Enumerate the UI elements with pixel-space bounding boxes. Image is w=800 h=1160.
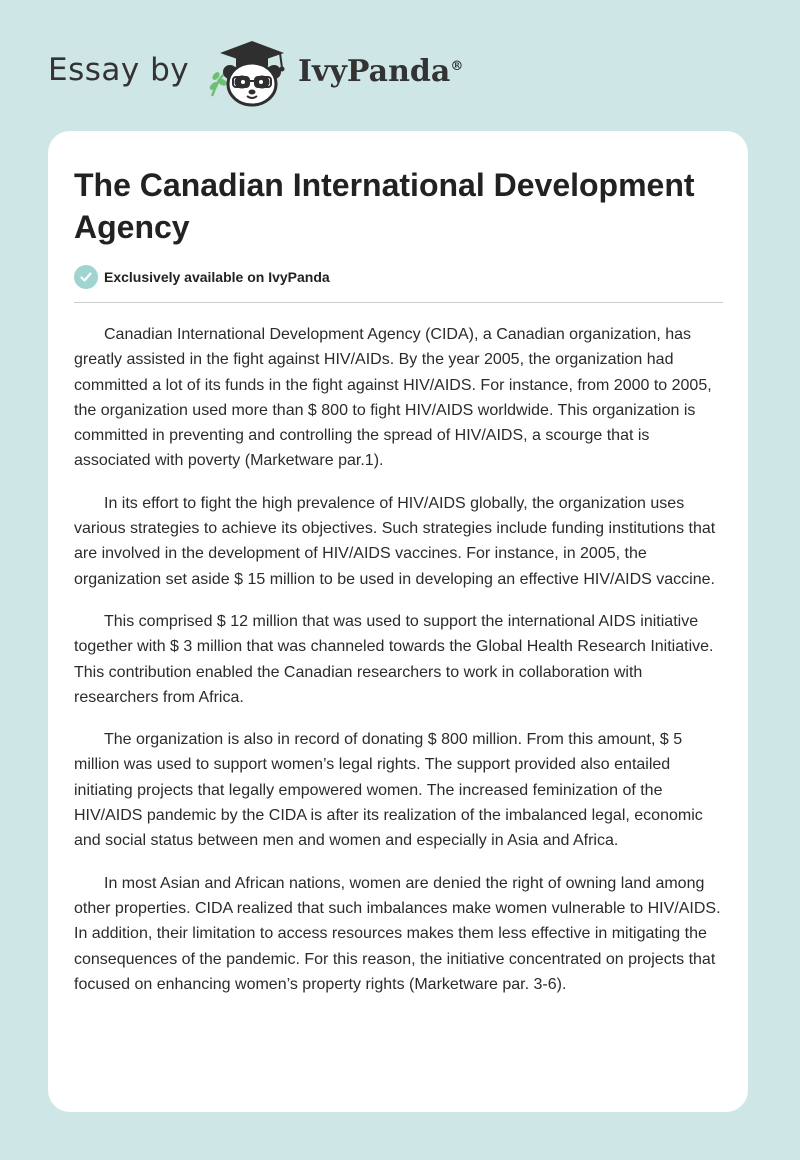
paragraph-4: The organization is also in record of donating $ 800 million. From this amount, $ 5 million was used to support women’s legal rights. The support provided also entailed initiating projects that legally empowered women. The increased feminization of the HIV/AIDS pandemic by the CIDA is after its realization of the imbalanced legal, economic and social status between men and women and especially in Asia and Africa. — [74, 731, 703, 850]
paragraph-3: This comprised $ 12 million that was used to support the international AIDS initiative together with $ 3 million that was channeled towards the Global Health Research Initiative. This contribution enabled the Canadian researchers to work in collaboration with researchers from Africa. — [74, 612, 714, 706]
brand-prefix: Essay by — [48, 52, 190, 88]
site-header — [0, 0, 800, 130]
paragraph-5: In most Asian and African nations, women are denied the right of owning land among other properties. CIDA realized that such imbalances make women vulnerable to HIV/AIDS. In addition, their limitation to access resources makes them less effective in mitigating the consequences of the pandemic. For this reason, the initiative concentrated on projects that focused on enhancing women’s property rights (Marketware par. 3-6). — [74, 874, 721, 993]
exclusive-badge-text: Exclusively available on IvyPanda — [104, 269, 330, 285]
brand-name[interactable]: IvyPanda® — [298, 54, 464, 89]
panda-logo-icon[interactable] — [202, 36, 298, 108]
essay-card — [48, 131, 748, 1112]
exclusive-badge — [74, 264, 330, 290]
registered-mark: ® — [450, 59, 464, 74]
check-icon — [74, 265, 98, 289]
paragraph-2: In its effort to fight the high prevalence of HIV/AIDS globally, the organization uses various strategies to achieve its objectives. Such strategies include funding institutions that are involved in the development of HIV/AIDS vaccines. For instance, in 2005, the organization set aside $ 15 million to be used in developing an effective HIV/AIDS vaccine. — [74, 494, 716, 588]
divider — [74, 302, 723, 303]
essay-title: The Canadian International Development Agency — [74, 167, 695, 245]
essay-body — [74, 322, 726, 1014]
paragraph-1: Canadian International Development Agency (CIDA), a Canadian organization, has greatly assisted in the fight against HIV/AIDs. By the year 2005, the organization had committed a lot of its funds in the fight against HIV/AIDS. For instance, from 2000 to 2005, the organization used more than $ 800 to fight HIV/AIDS worldwide. This organization is committed in preventing and controlling the spread of HIV/AIDS, a scourge that is associated with poverty (Marketware par.1). — [74, 326, 712, 470]
